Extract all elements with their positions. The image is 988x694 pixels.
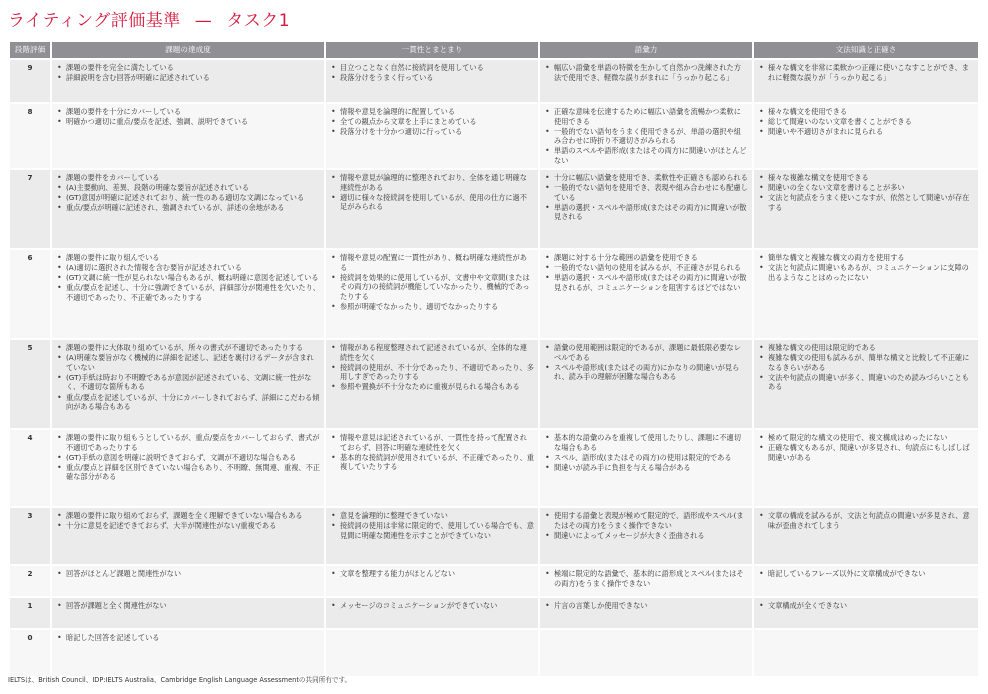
criteria-item: • 間違いや不適切さがまれに見られる: [758, 127, 974, 137]
criteria-list: [56, 107, 320, 127]
criteria-item: • 情報がある程度整理されて記述されているが、全体的な連続性を欠く: [330, 343, 534, 362]
band-row: [10, 508, 978, 564]
criteria-item: • 文法と句読点に間違いもあるが、コミュニケーションに支障の出るようなことはめったにない: [758, 263, 974, 282]
criteria-item: • 語彙の使用範囲は限定的であるが、課題に最低限必要なレベルである: [544, 343, 748, 362]
criteria-list: [758, 107, 974, 137]
criteria-item: • 総じて間違いのない文章を書くことができる: [758, 117, 974, 127]
header-row: [10, 42, 978, 58]
criteria-item: • 正確な意味を伝達するために幅広い語彙を流暢かつ柔軟に使用できる: [544, 107, 748, 126]
cell-coherence-cohesion: [326, 104, 538, 168]
header-lexical-resource: 語彙力: [540, 42, 752, 58]
cell-lexical-resource: [540, 340, 752, 428]
criteria-list: [544, 253, 748, 292]
rubric-table: [8, 40, 980, 678]
criteria-list: [544, 107, 748, 166]
criteria-list: [56, 173, 320, 213]
criteria-item: • 間違いが読み手に負担を与える場合がある: [544, 463, 748, 473]
cell-grammar-accuracy: [754, 566, 978, 596]
band-score: 4: [10, 430, 50, 506]
criteria-item: • 文章の構成を試みるが、文法と句読点の間違いが多見され、意味が歪曲されてしまう: [758, 511, 974, 530]
band-row: [10, 598, 978, 628]
criteria-item: • 情報や意見の配置に一貫性があり、概ね明確な連続性がある: [330, 253, 534, 272]
criteria-item: • (GT)手紙の意図を明確に説明できておらず、文調が不適切な場合もある: [56, 453, 320, 463]
page-title: [8, 6, 290, 31]
criteria-list: [758, 569, 974, 579]
cell-grammar-accuracy: [754, 598, 978, 628]
band-row: [10, 104, 978, 168]
title-task: タスク1: [226, 11, 291, 31]
cell-coherence-cohesion: [326, 630, 538, 676]
criteria-item: • 課題の要件を完全に満たしている: [56, 63, 320, 73]
criteria-item: • 一般的でない語句を使用でき、表現や組み合わせにも配慮している: [544, 183, 748, 202]
cell-lexical-resource: [540, 170, 752, 248]
criteria-item: • 課題の要件をカバーしている: [56, 173, 320, 183]
header-coherence-cohesion: 一貫性とまとまり: [326, 42, 538, 58]
criteria-list: [56, 633, 320, 643]
criteria-item: • 参照や置換が不十分なために重複が見られる場合もある: [330, 382, 534, 392]
cell-task-achievement: [52, 430, 324, 506]
title-dash: —: [194, 11, 213, 31]
criteria-item: • 単語の選択・スペルや語形成(またはその両方)に間違いが散見されるが、コミュニケーションを阻害するほどではない: [544, 273, 748, 292]
criteria-list: [330, 107, 534, 137]
criteria-item: • 極端に限定的な語彙で、基本的に語形成とスペル(またはその両方)をうまく操作できない: [544, 569, 748, 588]
criteria-item: • 重点/要点が明確に記述され、強調されているが、詳述の余地がある: [56, 203, 320, 213]
criteria-list: [544, 343, 748, 382]
criteria-item: • 一般的でない語句の使用を試みるが、不正確さが見られる: [544, 263, 748, 273]
criteria-item: • 課題の要件に取り組めておらず、課題を全く理解できていない場合もある: [56, 511, 320, 521]
header-task-achievement: 課題の達成度: [52, 42, 324, 58]
criteria-item: • メッセージのコミュニケーションができていない: [330, 601, 534, 611]
cell-grammar-accuracy: [754, 430, 978, 506]
criteria-list: [544, 511, 748, 540]
criteria-item: • 複雑な構文の使用は限定的である: [758, 343, 974, 353]
band-score: 2: [10, 566, 50, 596]
cell-lexical-resource: [540, 508, 752, 564]
criteria-list: [56, 601, 320, 611]
criteria-item: • 重点/要点と詳細を区別できていない場合もあり、不明瞭、無関連、重複、不正確な部分がある: [56, 463, 320, 482]
band-row: [10, 566, 978, 596]
cell-task-achievement: [52, 340, 324, 428]
cell-coherence-cohesion: [326, 598, 538, 628]
criteria-item: • 詳細説明を含む回答が明確に記述されている: [56, 73, 320, 83]
criteria-list: [330, 63, 534, 83]
criteria-item: • 情報や意見が論理的に整理されており、全体を通じ明確な連続性がある: [330, 173, 534, 192]
band-row: [10, 630, 978, 676]
criteria-item: • 重点/要点を記述しているが、十分にカバーしきれておらず、詳細にこだわる傾向がある場合もある: [56, 393, 320, 412]
criteria-item: • (GT)意図が明確に記述されており、統一性のある適切な文調になっている: [56, 193, 320, 203]
criteria-list: [758, 511, 974, 530]
criteria-list: [758, 433, 974, 462]
band-score: 8: [10, 104, 50, 168]
criteria-list: [544, 569, 748, 588]
criteria-item: • (GT)文調に統一性が見られない場合もあるが、概ね明確に意図を記述している: [56, 273, 320, 283]
criteria-list: [330, 173, 534, 212]
criteria-list: [758, 63, 974, 82]
criteria-item: • 接続詞の使用が、不十分であったり、不適切であったり、多用しすぎであったりする: [330, 363, 534, 382]
criteria-item: • 課題の要件に大体取り組めているが、所々の書式が不適切であったりする: [56, 343, 320, 353]
criteria-item: • (A)明確な要旨がなく機械的に詳細を記述し、記述を裏付けるデータが含まれていない: [56, 353, 320, 372]
cell-coherence-cohesion: [326, 508, 538, 564]
band-score: 7: [10, 170, 50, 248]
criteria-list: [544, 433, 748, 472]
cell-coherence-cohesion: [326, 566, 538, 596]
criteria-item: • 課題の要件を十分にカバーしている: [56, 107, 320, 117]
cell-task-achievement: [52, 250, 324, 338]
band-score: 9: [10, 60, 50, 102]
criteria-item: • 暗記した回答を記述している: [56, 633, 320, 643]
criteria-item: • 参照が明確でなかったり、適切でなかったりする: [330, 302, 534, 312]
criteria-item: • 十分に意見を記述できておらず、大半が関連性がない/重複である: [56, 521, 320, 531]
criteria-list: [758, 343, 974, 392]
criteria-item: • 段落分けをうまく行っている: [330, 73, 534, 83]
criteria-list: [56, 63, 320, 83]
criteria-item: • 暗記しているフレーズ以外に文章構成ができない: [758, 569, 974, 579]
criteria-item: • 文法や句読点の間違いが多く、間違いのため読みづらいこともある: [758, 373, 974, 392]
rubric-body: [10, 60, 978, 676]
criteria-list: [330, 343, 534, 392]
criteria-item: • 段落分けを十分かつ適切に行っている: [330, 127, 534, 137]
criteria-list: [330, 601, 534, 611]
criteria-item: • (GT)手紙は時おり不明瞭であるが意図が記述されている、文調に統一性がなく、不適切な箇所もある: [56, 373, 320, 392]
cell-coherence-cohesion: [326, 430, 538, 506]
band-score: 3: [10, 508, 50, 564]
criteria-list: [544, 601, 748, 611]
criteria-item: • 一般的でない語句をうまく使用できるが、単語の選択や組み合わせに時折り不適切さがみられる: [544, 127, 748, 146]
cell-grammar-accuracy: [754, 250, 978, 338]
criteria-item: • 明確かつ適切に重点/要点を記述、強調、説明できている: [56, 117, 320, 127]
criteria-item: • 簡単な構文と複雑な構文の両方を使用する: [758, 253, 974, 263]
cell-grammar-accuracy: [754, 170, 978, 248]
band-score: 6: [10, 250, 50, 338]
band-row: [10, 170, 978, 248]
criteria-item: • 文章構成が全くできない: [758, 601, 974, 611]
criteria-item: • 様々な構文を非常に柔軟かつ正確に使いこなすことができ、まれに軽微な誤りが「うっかり起こる」: [758, 63, 974, 82]
criteria-item: • 基本的な語彙のみを重複して使用したりし、課題に不適切な場合もある: [544, 433, 748, 452]
criteria-list: [56, 433, 320, 482]
cell-grammar-accuracy: [754, 630, 978, 676]
criteria-item: • 基本的な接続詞が使用されているが、不正確であったり、重複していたりする: [330, 453, 534, 472]
cell-lexical-resource: [540, 598, 752, 628]
cell-grammar-accuracy: [754, 340, 978, 428]
cell-grammar-accuracy: [754, 60, 978, 102]
criteria-item: • (A)主要動向、差異、段階の明確な要旨が記述されている: [56, 183, 320, 193]
criteria-list: [758, 173, 974, 212]
criteria-item: • 課題の要件に取り組んでいる: [56, 253, 320, 263]
cell-task-achievement: [52, 170, 324, 248]
footer-note: IELTSは、British Council、IDP:IELTS Australia、Cambridge English Language Assessmentの共同所有です。: [8, 676, 352, 684]
criteria-item: • 間違いの全くない文章を書けることが多い: [758, 183, 974, 193]
criteria-item: • 回答が課題と全く関連性がない: [56, 601, 320, 611]
criteria-list: [56, 569, 320, 579]
criteria-item: • 使用する語彙と表現が極めて限定的で、語形成やスペル(またはその両方)をうまく操作できない: [544, 511, 748, 530]
criteria-item: • 全ての観点から文章を上手にまとめている: [330, 117, 534, 127]
criteria-item: • 十分に幅広い語彙を使用でき、柔軟性や正確さも認められる: [544, 173, 748, 183]
criteria-item: • 単語の選択・スペルや語形成(またはその両方)に間違いが散見される: [544, 203, 748, 222]
cell-coherence-cohesion: [326, 170, 538, 248]
criteria-list: [758, 253, 974, 282]
criteria-item: • 重点/要点を記述し、十分に強調できているが、詳細部分が関連性を欠いたり、不適切であったり、不正確であったりする: [56, 283, 320, 302]
criteria-item: • 回答がほとんど課題と関連性がない: [56, 569, 320, 579]
criteria-list: [330, 511, 534, 540]
band-score: 5: [10, 340, 50, 428]
criteria-item: • 様々な構文を使用できる: [758, 107, 974, 117]
criteria-item: • 接続詞の使用は非常に限定的で、使用している場合でも、意見間に明確な関連性を示すことができていない: [330, 521, 534, 540]
criteria-item: • 適切に様々な接続詞を使用しているが、使用の仕方に過不足がみられる: [330, 193, 534, 212]
cell-lexical-resource: [540, 566, 752, 596]
criteria-list: [56, 343, 320, 412]
criteria-item: • 文章を整理する能力がほとんどない: [330, 569, 534, 579]
header-grammar-accuracy: 文法知識と正確さ: [754, 42, 978, 58]
criteria-item: • 情報や意見を論理的に配置している: [330, 107, 534, 117]
cell-lexical-resource: [540, 630, 752, 676]
cell-coherence-cohesion: [326, 340, 538, 428]
criteria-item: • 様々な複雑な構文を使用できる: [758, 173, 974, 183]
cell-task-achievement: [52, 566, 324, 596]
criteria-list: [56, 511, 320, 531]
cell-lexical-resource: [540, 430, 752, 506]
cell-coherence-cohesion: [326, 250, 538, 338]
cell-task-achievement: [52, 598, 324, 628]
criteria-item: • 目立つことなく自然に接続詞を使用している: [330, 63, 534, 73]
criteria-item: • 幅広い語彙を単語の特徴を生かして自然かつ洗練された方法で使用でき、軽微な誤りがまれに「うっかり起こる」: [544, 63, 748, 82]
title-main: ライティング評価基準: [8, 11, 181, 31]
cell-lexical-resource: [540, 250, 752, 338]
header-band: 段階評価: [10, 42, 50, 58]
band-row: [10, 430, 978, 506]
criteria-item: • 複雑な構文の使用も試みるが、簡単な構文と比較して不正確になるきらいがある: [758, 353, 974, 372]
cell-grammar-accuracy: [754, 104, 978, 168]
criteria-list: [330, 433, 534, 472]
cell-task-achievement: [52, 508, 324, 564]
criteria-item: • 意見を論理的に整理できていない: [330, 511, 534, 521]
criteria-item: • 情報や意見は記述されているが、一貫性を持って配置されておらず、回答に明確な連続性を欠く: [330, 433, 534, 452]
criteria-item: • スペルや語形成(またはその両方)にかなりの間違いが見られ、読み手の理解が困難な場合もある: [544, 363, 748, 382]
criteria-item: • (A)適切に選択された情報を含む要旨が記述されている: [56, 263, 320, 273]
band-row: [10, 340, 978, 428]
band-row: [10, 250, 978, 338]
cell-grammar-accuracy: [754, 508, 978, 564]
criteria-item: • 正確な構文もあるが、間違いが多見され、句読点にもしばしば間違いがある: [758, 443, 974, 462]
criteria-item: • 極めて限定的な構文の使用で、複文構成はめったにない: [758, 433, 974, 443]
criteria-item: • 課題に対する十分な範囲の語彙を使用できる: [544, 253, 748, 263]
criteria-item: • 間違いによってメッセージが大きく歪曲される: [544, 531, 748, 541]
criteria-list: [758, 601, 974, 611]
cell-lexical-resource: [540, 60, 752, 102]
criteria-list: [330, 253, 534, 312]
criteria-list: [544, 63, 748, 82]
criteria-item: • スペル、語形成(またはその両方)の使用は限定的である: [544, 453, 748, 463]
criteria-item: • 文法と句読点をうまく使いこなすが、依然として間違いが存在する: [758, 193, 974, 212]
cell-lexical-resource: [540, 104, 752, 168]
criteria-list: [56, 253, 320, 302]
criteria-list: [330, 569, 534, 579]
cell-coherence-cohesion: [326, 60, 538, 102]
band-row: [10, 60, 978, 102]
criteria-item: • 接続詞を効果的に使用しているが、文書中や文章間(またはその両方)の接続詞が機能していなかったり、機械的であったりする: [330, 273, 534, 302]
band-score: 0: [10, 630, 50, 676]
cell-task-achievement: [52, 60, 324, 102]
criteria-list: [544, 173, 748, 222]
band-score: 1: [10, 598, 50, 628]
criteria-item: • 単語のスペルや語形成(またはその両方)に間違いがほとんどない: [544, 146, 748, 165]
criteria-item: • 片言の言葉しか使用できない: [544, 601, 748, 611]
cell-task-achievement: [52, 104, 324, 168]
cell-task-achievement: [52, 630, 324, 676]
criteria-item: • 課題の要件に取り組もうとしているが、重点/要点をカバーしておらず、書式が不適切であったりする: [56, 433, 320, 452]
